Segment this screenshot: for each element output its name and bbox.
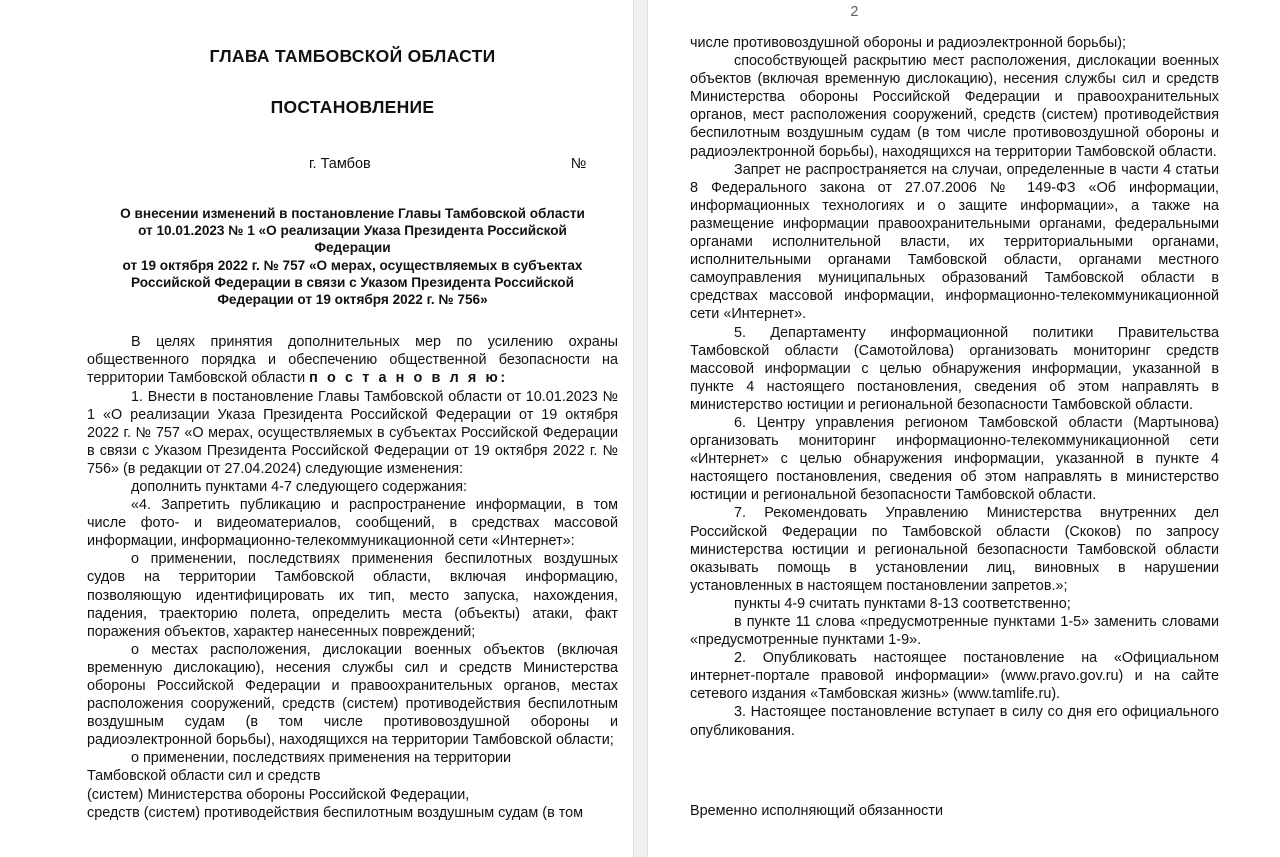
clause-1-paragraph: 1. Внести в постановление Главы Тамбовской области от 10.01.2023 № 1 «О реализации Указа Президента Российской Федерации от 19 октября 2022 г. № 757 «О мерах, осуществляемых в субъектах Российской Федерации в связи с Указом Президента Российской Федерации от 19 октября 2022 г. № 756» (в редакции от 27.04.2024) следующие изменения: xyxy=(87,388,618,477)
prohibition-exception-paragraph: Запрет не распространяется на случаи, определенные в части 4 статьи 8 Федерального закона от 27.07.2006 № 149-ФЗ «Об информации, информационных технологиях и о защите информации», а также на размещение информации правоохранительными органами, федеральными органами исполнительной власти, их территориальными органами, исполнительными органами Тамбовской области, органами местного самоуправления муниципальных образований Тамбовской области в средствах массовой информации, информационно-телекоммуникационной сети «Интернет». xyxy=(690,161,1219,323)
preamble-paragraph xyxy=(87,333,618,387)
bullet-3-line: средств (систем) противодействия беспилотным воздушным судам (в том xyxy=(87,804,584,821)
bullet-3-line: Тамбовской области сил и средств xyxy=(87,768,321,785)
bullet-3-line: (систем) Министерства обороны Российской Федерации, xyxy=(87,786,470,803)
subject-line: О внесении изменений в постановление Главы Тамбовской области xyxy=(120,206,585,221)
clause-4-bullet-1: о применении, последствиях применения беспилотных воздушных судов на территории Тамбовской области, включая информацию, позволяющую идентифицировать их тип, место запуска, нахождения, падения, траекторию полета, определить места (объекты) атаки, факт поражения объектов, характер нанесенных повреждений; xyxy=(87,551,618,640)
clause-3-paragraph: 3. Настоящее постановление вступает в силу со дня его официального опубликования. xyxy=(690,704,1219,739)
signature-title: Временно исполняющий обязанности xyxy=(690,802,944,819)
page-title: ГЛАВА ТАМБОВСКОЙ ОБЛАСТИ xyxy=(209,46,496,66)
subject-line: от 19 октября 2022 г. № 757 «О мерах, осуществляемых в субъектах xyxy=(122,257,583,273)
preamble-text: В целях принятия дополнительных мер по усилению охраны общественного порядка и обеспечению общественной безопасности на территории Тамбовской области xyxy=(87,334,618,387)
subject-line: Федерации xyxy=(314,240,391,256)
postanovlyayu-keyword: п о с т а н о в л я ю: xyxy=(309,370,508,387)
city-label: г. Тамбов xyxy=(309,156,371,172)
place-date-row xyxy=(87,156,618,172)
page-2-content xyxy=(690,0,1219,820)
replace-wording-paragraph: в пункте 11 слова «предусмотренные пунктами 1-5» заменить словами «предусмотренные пунктами 1-9». xyxy=(690,614,1219,649)
clause-4-bullet-3 xyxy=(87,749,618,821)
page-number: 2 xyxy=(850,4,859,20)
clause-4-bullet-2: о местах расположения, дислокации военных объектов (включая временную дислокацию), несения службы сил и средств Министерства обороны Российской Федерации и правоохранительных органов, местах расположения сооружений, средств (систем) противодействия беспилотным воздушным судам (в том числе противовоздушной обороны и радиоэлектронной борьбы), находящихся на территории Тамбовской области; xyxy=(87,641,618,749)
add-clauses-paragraph: дополнить пунктами 4-7 следующего содержания: xyxy=(131,478,468,495)
document-page-1 xyxy=(0,0,633,857)
subject-line: Российской Федерации в связи с Указом Президента Российской xyxy=(131,274,574,290)
page-gutter xyxy=(633,0,648,857)
clause-5-paragraph: 5. Департаменту информационной политики Правительства Тамбовской области (Самотойлова) организовать мониторинг средств массовой информации с целью обнаружения информации, указанной в пункте 4 настоящего постановления, сведения об этом направлять в министерство юстиции и региональной безопасности Тамбовской области. xyxy=(690,324,1219,413)
continued-bullet-3-tail: числе противовоздушной обороны и радиоэлектронной борьбы); xyxy=(690,35,1127,51)
subject-line: Федерации от 19 октября 2022 г. № 756» xyxy=(217,292,488,308)
bullet-3-line: о применении, последствиях применения на территории xyxy=(131,750,512,767)
clause-6-paragraph: 6. Центру управления регионом Тамбовской области (Мартынова) организовать мониторинг информационно-телекоммуникационной сети «Интернет» с целью обнаружения информации, указанной в пункте 4 настоящего постановления, сведения об этом направлять в министерство юстиции и региональной безопасности Тамбовской области. xyxy=(690,414,1219,504)
renumber-paragraph: пункты 4-9 считать пунктами 8-13 соответственно; xyxy=(734,595,1071,612)
document-subject xyxy=(87,205,618,308)
clause-7-paragraph: 7. Рекомендовать Управлению Министерства внутренних дел Российской Федерации по Тамбовской области (Скоков) по запросу министерства юстиции и региональной безопасности Тамбовской области оказывать помощь в установлении лиц, виновных в нарушении установленных в настоящем постановлении запретов.»; xyxy=(690,505,1219,594)
clause-4-bullet-4: способствующей раскрытию мест расположения, дислокации военных объектов (включая временную дислокацию), несения службы сил и средств Министерства обороны Российской Федерации и правоохранительных органов, мест расположения сооружений, средств (систем) противодействия беспилотным воздушным судам (в том числе противовоздушной обороны и радиоэлектронной борьбы), находящихся на территории Тамбовской области. xyxy=(690,53,1219,160)
document-number-label: № xyxy=(570,156,587,172)
clause-4-paragraph: «4. Запретить публикацию и распространение информации, в том числе фото- и видеоматериалов, сообщений, в средствах массовой информации, информационно-телекоммуникационной сети «Интернет»: xyxy=(87,497,618,550)
subject-line: от 10.01.2023 № 1 «О реализации Указа Президента Российской xyxy=(138,223,567,239)
document-type-title: ПОСТАНОВЛЕНИЕ xyxy=(270,97,435,117)
document-page-2 xyxy=(648,0,1280,857)
page-1-content xyxy=(87,0,618,822)
clause-2-paragraph: 2. Опубликовать настоящее постановление на «Официальном интернет-портале правовой информации» (www.pravo.gov.ru) и на сайте сетевого издания «Тамбовская жизнь» (www.tamlife.ru). xyxy=(690,650,1219,703)
